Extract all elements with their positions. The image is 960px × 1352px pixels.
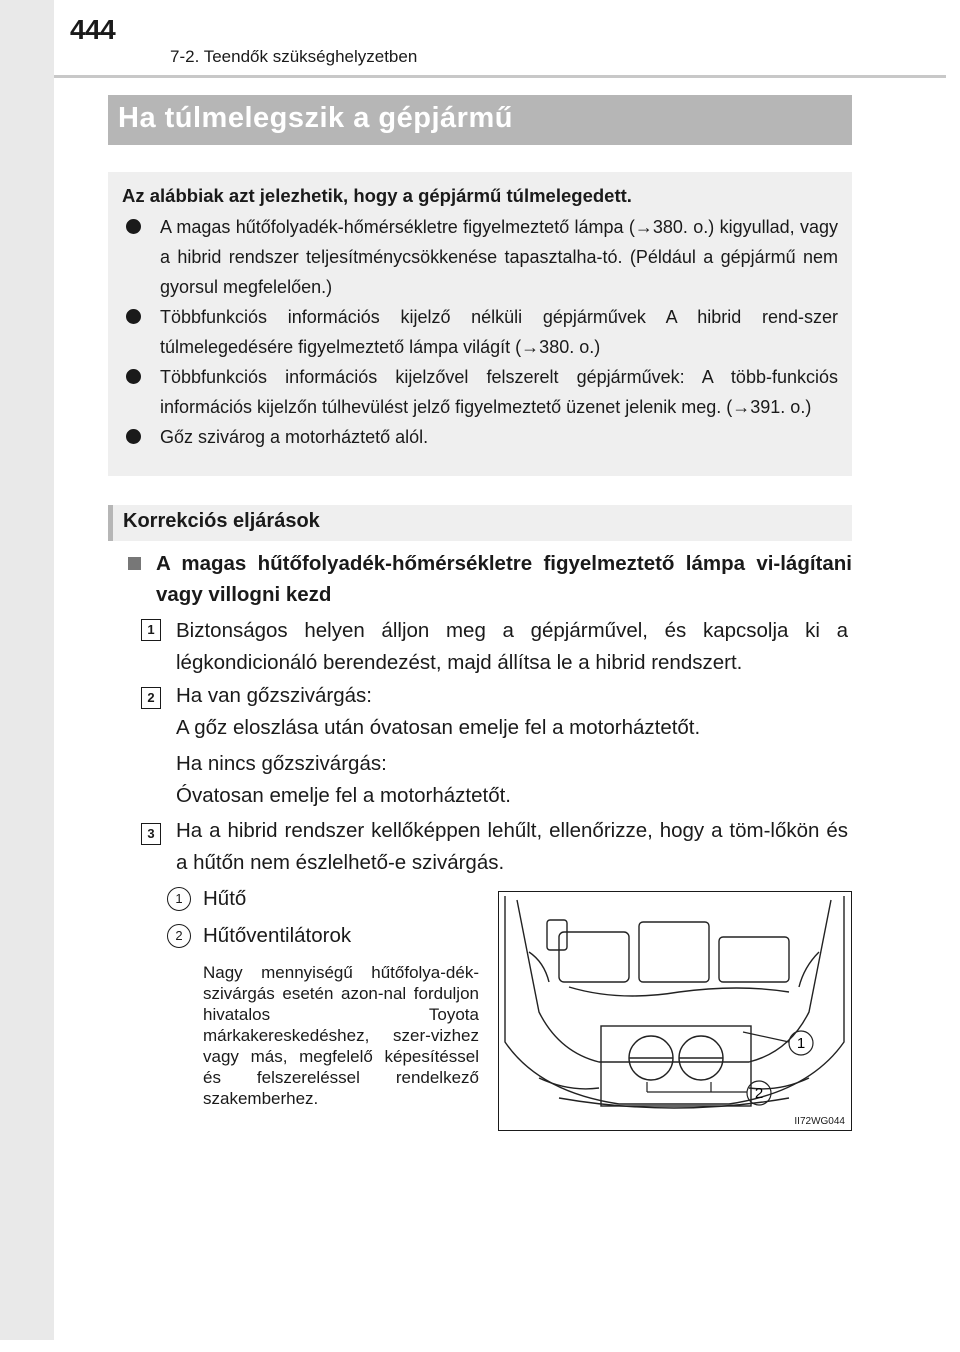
figure-code: II72WG044 <box>794 1116 845 1127</box>
step-text: Ha a hibrid rendszer kellőképpen lehűlt, ellenőrizze, hogy a töm-lőkön és a hűtőn nem észlelhető-e szivárgás. <box>176 819 848 874</box>
engine-bay-drawing <box>499 892 850 1129</box>
step-text: Biztonságos helyen álljon meg a gépjárművel, és kapcsolja ki a légkondicionáló berendezést, majd állítsa le a hibrid rendszert. <box>176 619 848 674</box>
step-text: Ha van gőzszivárgás: A gőz eloszlása után óvatosan emelje fel a motorháztetőt. Ha nincs gőzszivárgás: Óvatosan emelje fel a motorháztetőt. <box>176 684 701 807</box>
bullet-dot-icon <box>126 309 141 324</box>
side-margin-strip <box>0 0 54 1340</box>
bullet-item: Többfunkciós információs kijelző nélküli gépjárművek A hibrid rend-szer túlmelegedésére figyelmeztető lámpa világít (→380. o.) <box>122 302 838 362</box>
bullet-item: A magas hűtőfolyadék-hőmérsékletre figyelmeztető lámpa (→380. o.) kigyullad, vagy a hibrid rendszer teljesítménycsökkenése tapasztalha-tó. (Például a gépjármű nem gyorsul megfelelően.) <box>122 212 838 302</box>
bullet-dot-icon <box>126 219 141 234</box>
square-bullet-icon <box>128 557 141 570</box>
engine-bay-illustration <box>498 891 852 1131</box>
info-heading: Az alábbiak azt jelezhetik, hogy a gépjármű túlmelegedett. <box>122 185 632 206</box>
step-number-badge: 3 <box>141 823 161 845</box>
step-number-badge: 2 <box>141 687 161 709</box>
header-divider <box>54 75 946 78</box>
warning-info-box <box>108 172 852 476</box>
service-note: Nagy mennyiségű hűtőfolya-dék-szivárgás esetén azon-nal forduljon hivatalos Toyota márkakereskedéshez, szer-vizhez vagy más, megfelelő képesítéssel és felszereléssel rendelkező szakemberhez. <box>203 963 479 1108</box>
part-number-circle: 1 <box>167 887 191 911</box>
bullet-item: Gőz szivárog a motorháztető alól. <box>122 422 838 452</box>
bullet-item: Többfunkciós információs kijelzővel felszerelt gépjárművek: A több-funkciós információs kijelzőn túlhevülést jelző figyelmeztető üzenet jelenik meg. (→391. o.) <box>122 362 838 422</box>
callout-2-label: 2 <box>754 1085 764 1102</box>
page-title: Ha túlmelegszik a gépjármű <box>118 102 513 134</box>
section-heading: Korrekciós eljárások <box>108 505 852 541</box>
part-number-circle: 2 <box>167 924 191 948</box>
procedure-subheading: A magas hűtőfolyadék-hőmérsékletre figyelmeztető lámpa vi-lágítani vagy villogni kezd <box>128 548 852 610</box>
chapter-title: 7-2. Teendők szükséghelyzetben <box>170 47 418 66</box>
section-title-bar <box>108 95 852 145</box>
part-label-radiator: Hűtő <box>203 887 247 910</box>
callout-1-label: 1 <box>796 1035 806 1052</box>
bullet-dot-icon <box>126 429 141 444</box>
bullet-dot-icon <box>126 369 141 384</box>
part-label-fans: Hűtőventilátorok <box>203 924 352 947</box>
step-number-badge: 1 <box>141 619 161 641</box>
page-number: 444 <box>70 14 116 45</box>
